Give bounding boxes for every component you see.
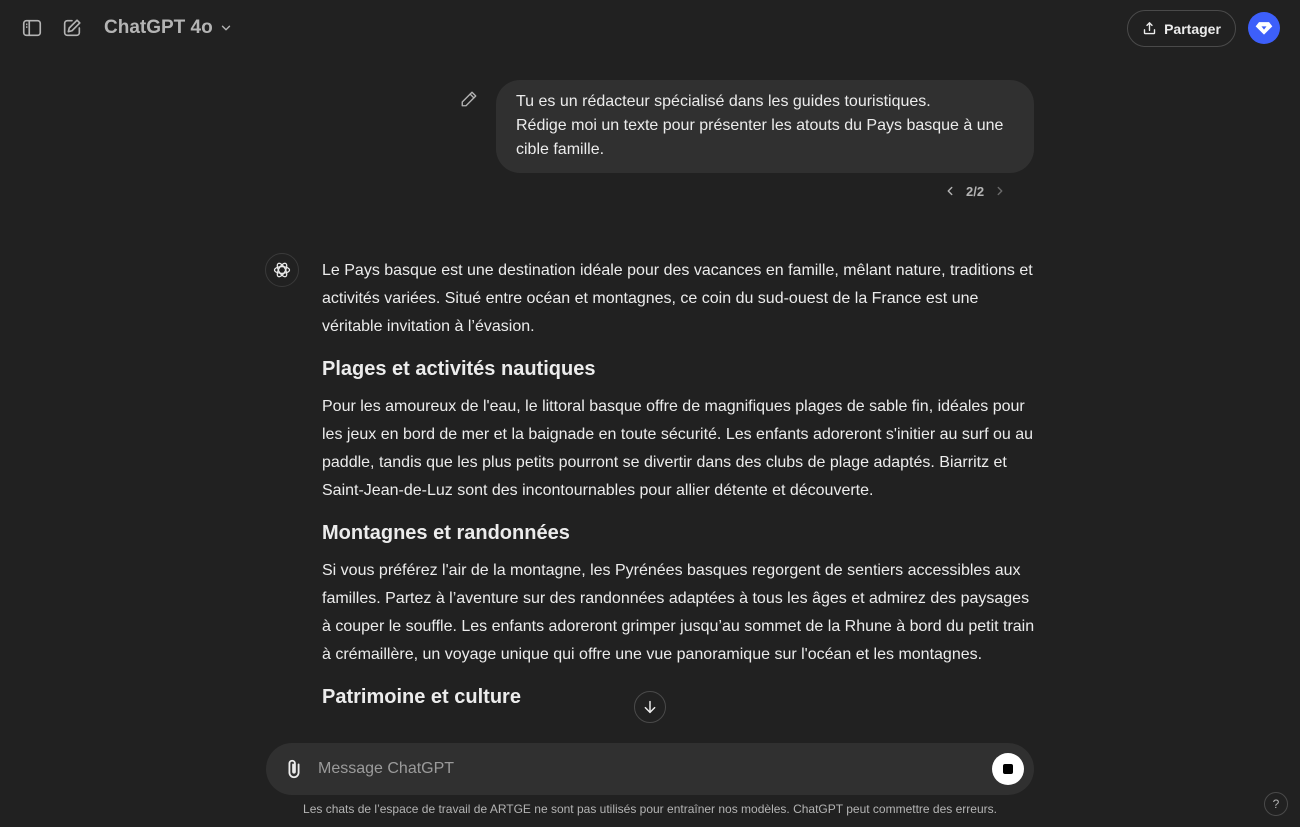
chevron-right-icon (993, 184, 1007, 198)
pager-count: 2/2 (966, 183, 985, 199)
workspace-avatar[interactable] (1248, 12, 1280, 44)
model-name: ChatGPT 4o (104, 17, 213, 38)
message-composer (266, 743, 1034, 795)
assistant-intro: Le Pays basque est une destination idéale pour des vacances en famille, mêlant nature, traditions et activités variées. Situé entre océan et montagnes, ce coin du sud-ouest de la France est une véritable invitation à l’évasion. (322, 262, 1033, 335)
diamond-logo-icon (1254, 18, 1274, 38)
arrow-down-icon (642, 699, 658, 715)
chevron-left-icon (943, 184, 957, 198)
next-version-button[interactable] (990, 181, 1010, 201)
openai-logo-icon (272, 260, 292, 280)
user-message-line: Rédige moi un texte pour présenter les atouts du Pays basque à une cible famille. (516, 117, 1004, 158)
chevron-down-icon (219, 21, 233, 35)
message-input[interactable] (318, 753, 978, 785)
section-heading: Plages et activités nautiques (322, 358, 596, 380)
sidebar-toggle-button[interactable] (14, 10, 50, 46)
section-paragraph: Si vous préférez l'air de la montagne, les Pyrénées basques regorgent de sentiers accessibles aux familles. Partez à l’aventure sur des randonnées adaptées à tous les âges et admirez des paysages à couper le souffle. Les enfants adoreront grimper jusqu’au sommet de la Rhune à bord du petit train à crémaillère, un voyage unique qui offre une vue panoramique sur l'océan et les montagnes. (322, 562, 1035, 663)
user-message-bubble (496, 80, 1034, 173)
assistant-avatar (265, 253, 299, 287)
share-label: Partager (1164, 20, 1221, 37)
attach-button[interactable] (280, 755, 308, 783)
assistant-message (322, 257, 1038, 743)
section-heading: Montagnes et randonnées (322, 522, 570, 544)
help-button[interactable] (1264, 792, 1288, 816)
previous-version-button[interactable] (940, 181, 960, 201)
compose-icon (61, 17, 83, 39)
share-icon (1142, 21, 1157, 36)
new-chat-button[interactable] (54, 10, 90, 46)
user-message-line: Tu es un rédacteur spécialisé dans les guides touristiques. (516, 93, 931, 110)
sidebar-icon (21, 17, 43, 39)
stop-icon (1003, 764, 1013, 774)
paperclip-icon (283, 758, 305, 780)
response-pager (940, 178, 1010, 204)
scroll-to-bottom-button[interactable] (634, 691, 666, 723)
help-label: ? (1272, 797, 1280, 811)
section-paragraph: Pour les amoureux de l'eau, le littoral basque offre de magnifiques plages de sable fin, idéales pour les jeux en bord de mer et la baignade en toute sécurité. Les enfants adoreront s'initier au surf ou au paddle, tandis que les plus petits pourront se divertir dans des clubs de plage adaptés. Biarritz et Saint-Jean-de-Luz sont des incontournables pour allier détente et découverte. (322, 398, 1034, 499)
pencil-icon (460, 90, 478, 108)
section-heading: Patrimoine et culture (322, 686, 521, 708)
top-bar (0, 0, 1300, 56)
disclaimer-text: Les chats de l’espace de travail de ARTGE ne sont pas utilisés pour entraîner nos modèles. ChatGPT peut commettre des erreurs. (303, 802, 997, 816)
stop-generating-button[interactable] (992, 753, 1024, 785)
share-button[interactable] (1127, 10, 1236, 47)
model-selector[interactable] (96, 10, 241, 46)
edit-message-button[interactable] (460, 90, 484, 114)
